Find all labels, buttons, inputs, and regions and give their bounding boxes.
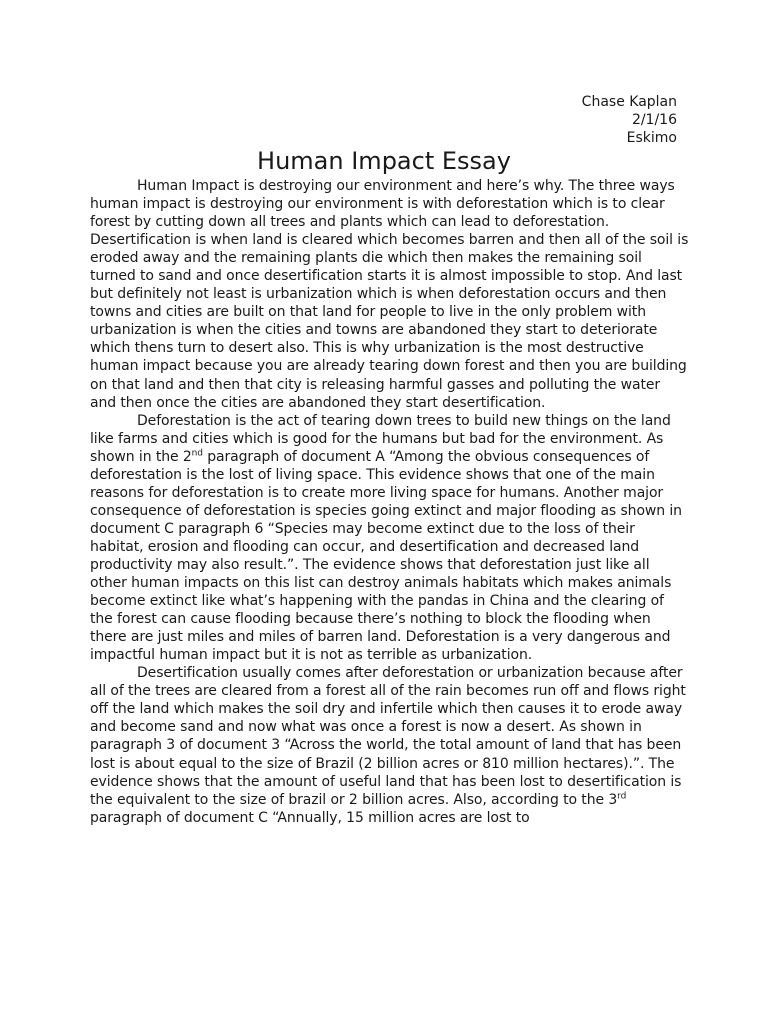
essay-date: 2/1/16 xyxy=(631,112,677,128)
class-name: Eskimo xyxy=(626,130,677,146)
essay-title: Human Impact Essay xyxy=(257,147,511,175)
paragraph-deforestation xyxy=(90,412,690,665)
essay-header xyxy=(582,93,677,147)
paragraph-intro: Human Impact is destroying our environment and here’s why. The three ways human impact is destroying our environment is with deforestation which is to clear forest by cutting down all trees and plants which can lead to deforestation. Desertification is when land is cleared which becomes barren and then all of the soil is eroded away and the remaining plants die which then makes the remaining soil turned to sand and once desertification starts it is almost impossible to stop. And last but definitely not least is urbanization which is when deforestation occurs and then towns and cities are built on that land for people to live in the only problem with urbanization is when the cities and towns are abandoned they start to deteriorate which thens turn to desert also. This is why urbanization is the most destructive human impact because you are already tearing down forest and then you are building on that land and then that city is releasing harmful gasses and polluting the water and then once the cities are abandoned they start desertification. xyxy=(90,178,689,411)
ordinal-suffix: nd xyxy=(191,448,203,459)
paragraph-text: paragraph of document C “Annually, 15 million acres are lost to xyxy=(90,809,530,826)
paragraph-text: paragraph of document A “Among the obvious consequences of deforestation is the lost of living space. This evidence shows that one of the main reasons for deforestation is to create more living space for humans. Another major consequence of deforestation is species going extinct and major flooding as shown in document C paragraph 6 “Species may become extinct due to the loss of their habitat, erosion and flooding can occur, and desertification and decreased land productivity may also result.”. The evidence shows that deforestation just like all other human impacts on this list can destroy animals habitats which makes animals become extinct like what’s happening with the pandas in China and the clearing of the forest can cause flooding because there’s nothing to block the flooding when there are just miles and miles of barren land. Deforestation is a very dangerous and impactful human impact but it is not as terrible as urbanization. xyxy=(90,448,682,664)
author-name: Chase Kaplan xyxy=(581,94,677,110)
paragraph-desertification xyxy=(90,664,690,826)
paragraph-text: Deforestation is the act of tearing down trees to build new things on the land like farms and cities which is good for the humans but bad for the environment. As shown in the 2 xyxy=(90,412,671,465)
paragraph-text: Desertification usually comes after deforestation or urbanization because after all of the trees are cleared from a forest all of the rain becomes run off and flows right off the land which makes the soil dry and infertile which then causes it to erode away and become sand and now what was once a forest is now a desert. As shown in paragraph 3 of document 3 “Across the world, the total amount of land that has been lost is about equal to the size of Brazil (2 billion acres or 810 million hectares).”. The evidence shows that the amount of useful land that has been lost to desertification is the equivalent to the size of brazil or 2 billion acres. Also, according to the 3 xyxy=(90,665,686,808)
ordinal-suffix: rd xyxy=(617,790,627,801)
essay-body xyxy=(90,177,690,827)
